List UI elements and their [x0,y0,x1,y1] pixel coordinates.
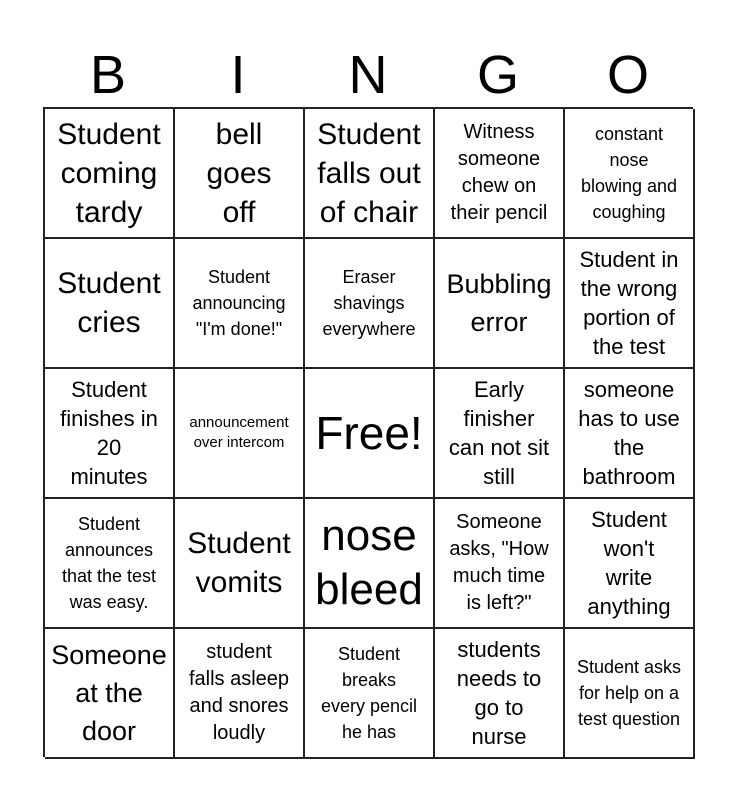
bingo-cell[interactable] [45,239,175,369]
cell-text: Student vomits [187,527,291,599]
header-letter-i: I [230,45,246,105]
cell-text: Student coming tardy [57,117,161,229]
bingo-cell[interactable] [435,369,565,499]
bingo-cell[interactable] [45,369,175,499]
cell-text: student falls asleep and snores loudly [188,641,290,744]
cell-text: Student won't write anything [587,507,671,619]
free-space[interactable] [305,369,435,499]
bingo-cell[interactable] [435,499,565,629]
cell-text: Witness someone chew on their pencil [450,121,548,224]
cell-text: announcement over intercom [189,414,289,451]
cell-text: Student announces that the test was easy. [61,514,157,612]
header-letter-g: G [476,45,519,105]
bingo-cell[interactable] [435,109,565,239]
bingo-cell[interactable] [565,629,695,759]
cell-text: Someone at the door [51,640,167,746]
header-letter-n: N [348,45,388,105]
bingo-cell[interactable] [565,499,695,629]
bingo-cell[interactable] [45,629,175,759]
cell-text: bell goes off [206,117,272,229]
cell-text: constant nose blowing and coughing [580,124,678,222]
bingo-cell[interactable] [175,239,305,369]
cell-text: Student asks for help on a test question [576,657,682,729]
header-letter-o: O [606,45,649,105]
bingo-cell[interactable] [305,629,435,759]
bingo-cell[interactable] [435,629,565,759]
cell-text: Someone asks, "How much time is left?" [449,511,549,614]
cell-text: Student breaks every pencil he has [320,644,418,742]
cell-text: Student in the wrong portion of the test [579,247,679,359]
bingo-board [43,107,693,757]
cell-text: Bubbling error [446,269,552,337]
cell-text: nose bleed [315,511,423,614]
cell-text: Student finishes in 20 minutes [60,377,158,489]
bingo-cell[interactable] [45,499,175,629]
bingo-cell[interactable] [175,629,305,759]
free-space-label: Free! [315,407,423,459]
cell-text: someone has to use the bathroom [578,377,680,489]
bingo-cell[interactable] [305,239,435,369]
bingo-cell[interactable] [175,109,305,239]
bingo-cell[interactable] [565,109,695,239]
cell-text: students needs to go to nurse [456,637,542,749]
bingo-cell[interactable] [175,369,305,499]
bingo-cell[interactable] [565,369,695,499]
bingo-cell[interactable] [305,109,435,239]
bingo-header [43,44,693,106]
cell-text: Student cries [57,267,161,339]
bingo-cell[interactable] [565,239,695,369]
cell-text: Early finisher can not sit still [448,377,550,489]
bingo-cell[interactable] [45,109,175,239]
bingo-cell[interactable] [305,499,435,629]
cell-text: Eraser shavings everywhere [322,267,416,339]
header-letter-b: B [89,45,127,105]
cell-text: Student announcing "I'm done!" [192,267,286,339]
bingo-cell[interactable] [435,239,565,369]
bingo-cell[interactable] [175,499,305,629]
cell-text: Student falls out of chair [317,117,421,229]
